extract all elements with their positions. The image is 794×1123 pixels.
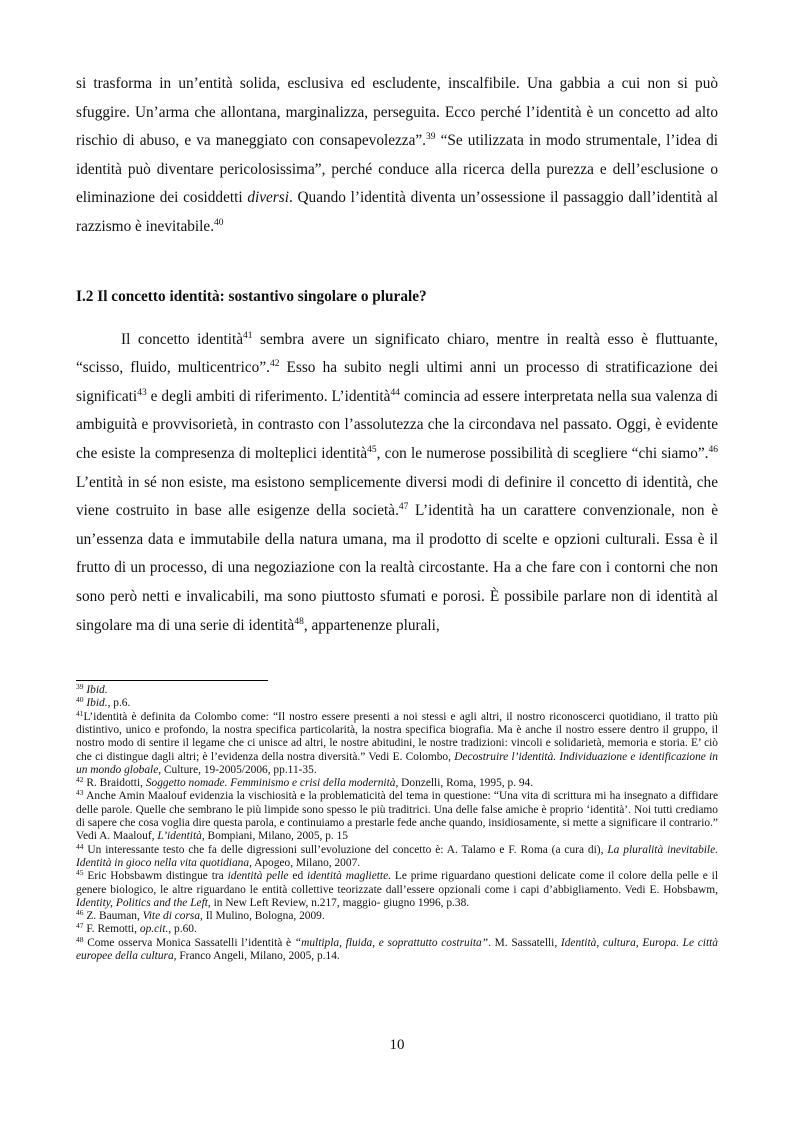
italic-text: Soggetto nomade. Femminismo e crisi della modernità xyxy=(145,777,396,790)
footnote-ref: 41 xyxy=(243,330,253,341)
footnote-39 xyxy=(76,684,718,697)
footnote-ref: 40 xyxy=(76,695,84,705)
footnote-ref: 46 xyxy=(708,444,718,455)
footnote-ref: 45 xyxy=(367,444,377,455)
italic-text: Decostruire l’identità. Individuazione e identificazione in un mondo globale xyxy=(76,750,718,776)
footnote-43: $^{43}$ Anche Amin Maalouf evidenzia la vischiosità e la problematicità del tema in questione: “Una vita di scrittura mi ha insegnato a diffidare delle parole. Quelle che sembrano le più limpide sono spesso le più traditrici. Una delle false amiche è proprio ‘identità’. Noi tutti crediamo di sapere che cosa voglia dire questa parola, e continuiamo a prestarle fede anche quando, insidiosamente, si mette a significare il contrario.” Vedi A. Maalouf, L’identità, Bompiani, Milano, 2005, p. 15 xyxy=(76,788,718,843)
italic-text: identità magliette xyxy=(307,870,389,883)
footnote-ref: 47 xyxy=(76,921,84,931)
footnote-ref: 46 xyxy=(76,908,84,918)
body-paragraph-2: Il concetto identità$^{41}$ sembra avere un significato chiaro, mentre in realtà esso è fluttuante, “scisso, fluido, multicentrico”.$^{42}$ Esso ha subito negli ultimi anni un processo di stratificazione dei significati$^{43}$ e degli ambiti di riferimento. L’identità$^{44}$ comincia ad essere interpretata nella sua valenza di ambiguità e provvisorietà, in contrasto con l’assolutezza che la circondava nel passato. Oggi, è evidente che esiste la compresenza di molteplici identità$^{45}$, con le numerose possibilità di scegliere “chi siamo”.$^{46}$ L’entità in sé non esiste, ma esistono semplicemente diversi modi di definire il concetto di identità, che viene costruito in base alle esigenze della società.$^{47}$ L’identità ha un carattere convenzionale, non è un’essenza data e immutabile della natura umana, ma il prodotto di scelte e opzioni culturali. Essa è il frutto di un processo, di una negoziazione con la realtà circostante. Ha a che fare con i contorni che non sono però netti e invalicabili, ma sono piuttosto sfumati e porosi. È possibile parlare non di identità al singolare ma di una serie di identità$^{48}$, appartenenze plurali, xyxy=(76,330,718,634)
italic-text: Ibid. xyxy=(86,697,108,710)
italic-text: op.cit. xyxy=(139,923,169,936)
footnote-ref: 41 xyxy=(76,708,84,718)
footnote-45: $^{45}$ Eric Hobsbawm distingue tra identità pelle ed identità magliette. Le prime riguardano questioni delicate come il colore della pelle e il genere biologico, le altre riguardano le entità collettive teorizzate dall’essere opzionali come i capi d’abbigliamento. Vedi E. Hobsbawm, Identity, Politics and the Left, in New Left Review, n.217, maggio- giugno 1996, p.38. xyxy=(76,868,718,909)
footnote-ref: 44 xyxy=(390,387,400,398)
footnotes xyxy=(76,684,718,963)
footnote-ref: 43 xyxy=(137,387,147,398)
footnote-ref: 42 xyxy=(269,359,280,370)
footnote-ref: 42 xyxy=(76,775,84,785)
italic-text: Vite di corsa xyxy=(142,910,201,923)
footnote-ref: 48 xyxy=(294,616,304,627)
footnote-ref: 44 xyxy=(76,841,84,851)
footnote-40: $^{40}$ Ibid., p.6. xyxy=(76,695,131,710)
footnote-ref: 43 xyxy=(76,788,84,798)
footnote-ref: 47 xyxy=(398,502,409,513)
document-page xyxy=(76,70,718,963)
italic-text: La pluralità inevitabile. Identità in gioco nella vita quotidiana xyxy=(76,843,718,869)
footnote-41: $^{41}$L’identità è definita da Colombo come: “Il nostro essere presenti a noi stessi e agli altri, il nostro riconoscerci quotidiano, il tratto più distintivo, unico e profondo, la nostra specifica particolarità, la nostra specifica biografia. Ma è anche il nostro essere dentro il gruppo, il nostro modo di sentire il legame che ci unisce ad altri, le nostre abitudini, le nostre tradizioni: vincoli e solidarietà, memoria e storia. E’ ciò che ci distingue dagli altri; è l’evidenza della nostra diversità.” Vedi E. Colombo, Decostruire l’identità. Individuazione e identificazione in un mondo globale, Culture, 19-2005/2006, pp.11-35. xyxy=(76,708,718,776)
page-number: 10 xyxy=(389,1037,405,1053)
italic-text: Identity, Politics and the Left xyxy=(76,896,208,909)
body-paragraph-1: si trasforma in un’entità solida, esclusiva ed escludente, inscalfibile. Una gabbia a cui non si può sfuggire. Un’arma che allontana, marginalizza, perseguita. Ecco perché l’identità è un concetto ad alto rischio di abuso, e va maneggiato con consapevolezza”.$^{39}$ “Se utilizzata in modo strumentale, l’idea di identità può diventare pericolosissima”, perché conduce alla ricerca della purezza e dell’esclusione o eliminazione dei cosiddetti diversi. Quando l’identità diventa un’ossessione il passaggio dall’identità al razzismo è inevitabile.$^{40}$ xyxy=(76,75,719,235)
footnote-separator xyxy=(76,680,268,681)
italic-text: “multipla, fluida, e soprattutto costruita” xyxy=(294,936,489,949)
footnote-ref: 39 xyxy=(426,132,436,143)
section-heading: I.2 Il concetto identità: sostantivo singolare o plurale? xyxy=(76,287,427,305)
footnote-44: $^{44}$ Un interessante testo che fa delle digressioni sull’evoluzione del concetto è: A. Talamo e F. Roma (a cura di), La pluralità inevitabile. Identità in gioco nella vita quotidiana, Apogeo, Milano, 2007. xyxy=(76,841,718,869)
footnote-ref: 40 xyxy=(214,217,224,228)
footnote-ref: 48 xyxy=(76,934,84,944)
footnote-ref: 45 xyxy=(76,868,84,878)
footnote-47: $^{47}$ F. Remotti, op.cit., p.60. xyxy=(76,921,197,936)
italic-text: Identità, cultura, Europa. Le città europee della cultura xyxy=(76,936,718,963)
italic-text: Ibid. xyxy=(86,684,108,697)
footnote-46: $^{46}$ Z. Bauman, Vite di corsa, Il Mulino, Bologna, 2009. xyxy=(76,908,325,923)
italic-text: L’identità xyxy=(157,830,202,843)
footnote-48: $^{48}$ Come osserva Monica Sassatelli l’identità è “multipla, fluida, e soprattutto costruita”. M. Sassatelli, Identità, cultura, Europa. Le città europee della cultura, Franco Angeli, Milano, 2005, p.14. xyxy=(76,934,718,963)
footnote-42: $^{42}$ R. Braidotti, Soggetto nomade. Femminismo e crisi della modernità, Donzelli, Roma, 1995, p. 94. xyxy=(76,775,534,790)
italic-text: diversi xyxy=(247,189,289,207)
footnote-ref: 39 xyxy=(76,682,84,692)
italic-text: identità pelle xyxy=(227,870,289,883)
